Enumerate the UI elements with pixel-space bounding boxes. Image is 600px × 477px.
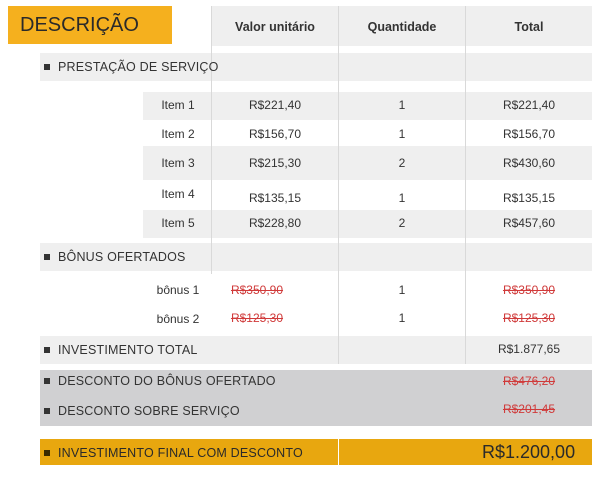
bonus-section-label: BÔNUS OFERTADOS bbox=[58, 250, 186, 264]
bonus-quantity: 1 bbox=[398, 311, 406, 325]
item-quantity: 1 bbox=[398, 98, 406, 112]
item-name: Item 3 bbox=[161, 156, 195, 170]
bullet-icon bbox=[44, 408, 50, 414]
item-name: Item 2 bbox=[161, 127, 195, 141]
item-total: R$156,70 bbox=[502, 127, 556, 141]
bullet-icon bbox=[44, 450, 50, 456]
bonus-total: R$350,90 bbox=[502, 283, 556, 297]
column-header-total: Total bbox=[514, 20, 544, 34]
bullet-icon bbox=[44, 64, 50, 70]
item-unit-price: R$221,40 bbox=[248, 98, 302, 112]
bonus-name: bônus 2 bbox=[156, 312, 200, 326]
final-investment-value: R$1.200,00 bbox=[482, 442, 576, 462]
bullet-icon bbox=[44, 347, 50, 353]
bullet-icon bbox=[44, 378, 50, 384]
item-total: R$430,60 bbox=[502, 156, 556, 170]
column-header-unit: Valor unitário bbox=[235, 20, 315, 34]
column-divider bbox=[338, 430, 339, 465]
bonus-name: bônus 1 bbox=[156, 283, 200, 297]
bullet-icon bbox=[44, 254, 50, 260]
bonus-unit-price: R$350,90 bbox=[230, 283, 284, 297]
item-quantity: 2 bbox=[398, 156, 406, 170]
service-discount-value: R$201,45 bbox=[502, 402, 556, 416]
bonus-quantity: 1 bbox=[398, 283, 406, 297]
item-quantity: 1 bbox=[398, 191, 406, 205]
bonus-discount-label: DESCONTO DO BÔNUS OFERTADO bbox=[58, 374, 276, 388]
column-header-quantity: Quantidade bbox=[367, 20, 437, 34]
investment-total-value: R$1.877,65 bbox=[497, 342, 561, 356]
item-name: Item 5 bbox=[161, 216, 195, 230]
item-unit-price: R$156,70 bbox=[248, 127, 302, 141]
final-investment-label: INVESTIMENTO FINAL COM DESCONTO bbox=[58, 446, 303, 460]
service-discount-label: DESCONTO SOBRE SERVIÇO bbox=[58, 404, 240, 418]
investment-total-label: INVESTIMENTO TOTAL bbox=[58, 343, 198, 357]
bonus-total: R$125,30 bbox=[502, 311, 556, 325]
page-title: DESCRIÇÃO bbox=[20, 14, 139, 36]
item-unit-price: R$215,30 bbox=[248, 156, 302, 170]
item-total: R$221,40 bbox=[502, 98, 556, 112]
title-box bbox=[8, 6, 172, 44]
item-total: R$135,15 bbox=[502, 191, 556, 205]
services-section-label: PRESTAÇÃO DE SERVIÇO bbox=[58, 60, 219, 74]
item-quantity: 2 bbox=[398, 216, 406, 230]
item-total: R$457,60 bbox=[502, 216, 556, 230]
item-unit-price: R$228,80 bbox=[248, 216, 302, 230]
item-name: Item 1 bbox=[161, 98, 195, 112]
item-quantity: 1 bbox=[398, 127, 406, 141]
bonus-discount-value: R$476,20 bbox=[502, 374, 556, 388]
item-name: Item 4 bbox=[161, 187, 195, 201]
item-unit-price: R$135,15 bbox=[248, 191, 302, 205]
bonus-unit-price: R$125,30 bbox=[230, 311, 284, 325]
